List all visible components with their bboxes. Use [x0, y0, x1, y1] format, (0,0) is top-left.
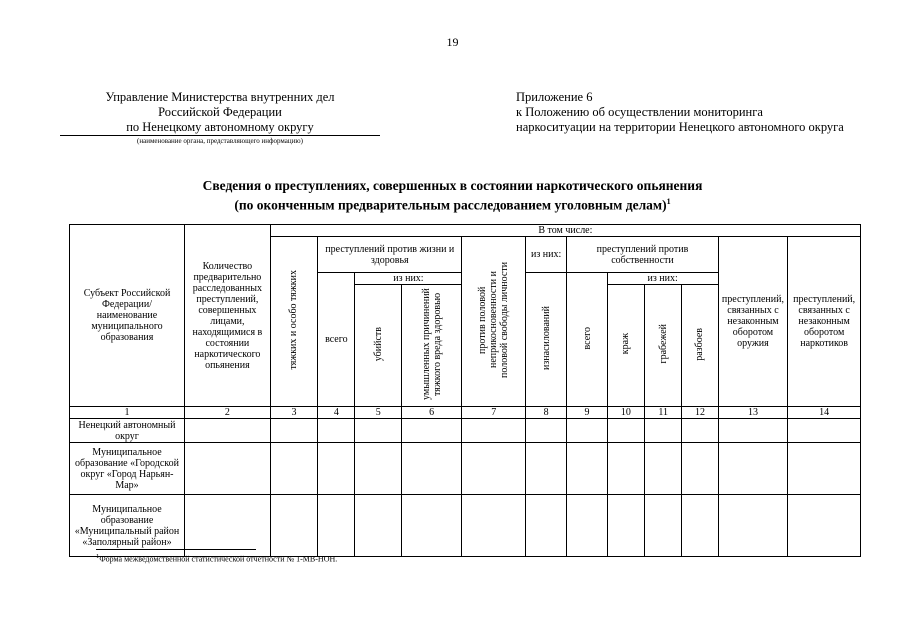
table-cell — [682, 443, 718, 495]
table-cell — [355, 443, 401, 495]
table-cell — [788, 495, 861, 557]
column-number: 1 — [70, 407, 185, 419]
header-weapons: преступлений, связанных с незаконным оборотом оружия — [718, 237, 788, 407]
header-theft: краж — [607, 285, 644, 407]
header-life-health: преступлений против жизни и здоровья — [318, 237, 462, 273]
column-number: 13 — [718, 407, 788, 419]
footnote-text: Форма межведомственной статистической отчетности № 1-МВ-НОН. — [99, 554, 338, 564]
header-rape: изнасилований — [525, 273, 566, 407]
table-row — [70, 495, 861, 557]
table-cell — [401, 495, 462, 557]
appendix-line-1: Приложение 6 — [516, 90, 593, 104]
issuing-organization — [60, 90, 380, 146]
org-line-1: Управление Министерства внутренних дел — [105, 90, 335, 104]
org-line-2: Российской Федерации — [158, 105, 282, 119]
title-footnote-mark: 1 — [666, 197, 671, 206]
table-row — [70, 419, 861, 443]
header-life-total: всего — [318, 273, 355, 407]
document-title — [0, 178, 905, 214]
appendix-line-2: к Положению об осуществлении мониторинга — [516, 105, 763, 119]
table-cell — [645, 495, 682, 557]
table-cell — [645, 419, 682, 443]
appendix-line-3: наркоситуации на территории Ненецкого автономного округа — [516, 120, 844, 134]
table-cell — [567, 419, 607, 443]
title-line-2 — [0, 194, 905, 214]
org-line-3: по Ненецкому автономному округу — [60, 120, 380, 136]
table-cell — [401, 443, 462, 495]
table-cell — [645, 443, 682, 495]
table-cell — [607, 443, 644, 495]
table-cell — [318, 419, 355, 443]
header-robbery: грабежей — [645, 285, 682, 407]
crimes-table — [69, 224, 861, 557]
table-cell — [462, 419, 526, 443]
header-sexual: против половой неприкосновенности и половой свободы личности — [462, 237, 526, 407]
header-intent-harm: умышленных причинений тяжкого вреда здоровью — [401, 285, 462, 407]
table-cell — [525, 495, 566, 557]
row-label-nao: Ненецкий автономный округ — [70, 419, 185, 443]
header-property: преступлений против собственности — [567, 237, 718, 273]
column-number: 12 — [682, 407, 718, 419]
table-cell — [718, 443, 788, 495]
table-cell — [401, 419, 462, 443]
header-property-total: всего — [567, 273, 607, 407]
table-cell — [788, 443, 861, 495]
table-cell — [525, 443, 566, 495]
table-row — [70, 443, 861, 495]
table-cell — [462, 443, 526, 495]
header-drugs: преступлений, связанных с незаконным оборотом наркотиков — [788, 237, 861, 407]
column-numbers-row — [70, 407, 861, 419]
table-cell — [718, 419, 788, 443]
header-including: В том числе: — [270, 225, 860, 237]
table-cell — [355, 495, 401, 557]
table-cell — [270, 419, 317, 443]
org-caption: (наименование органа, представляющего информацию) — [137, 137, 303, 145]
table-cell — [318, 495, 355, 557]
header-assault: разбоев — [682, 285, 718, 407]
table-cell — [185, 419, 271, 443]
row-label-naryan-mar: Муниципальное образование «Городской округ «Город Нарьян-Мар» — [70, 443, 185, 495]
column-number: 14 — [788, 407, 861, 419]
row-label-zapolyarny: Муниципальное образование «Муниципальный район «Заполярный район» — [70, 495, 185, 557]
page-number: 19 — [446, 35, 459, 49]
column-number: 2 — [185, 407, 271, 419]
title-line-2-text: (по оконченным предварительным расследованием уголовным делам) — [234, 197, 667, 213]
column-number: 4 — [318, 407, 355, 419]
header-of-them-1: из них: — [355, 273, 462, 285]
header-subject: Субъект Российской Федерации/ наименование муниципального образования — [70, 225, 185, 407]
column-number: 10 — [607, 407, 644, 419]
table-cell — [270, 443, 317, 495]
appendix-reference — [516, 90, 876, 135]
table-cell — [607, 419, 644, 443]
header-of-them-3: из них: — [607, 273, 718, 285]
table-cell — [270, 495, 317, 557]
column-number: 7 — [462, 407, 526, 419]
column-number: 8 — [525, 407, 566, 419]
table-cell — [185, 495, 271, 557]
table-cell — [567, 443, 607, 495]
column-number: 9 — [567, 407, 607, 419]
column-number: 6 — [401, 407, 462, 419]
header-murders: убийств — [355, 285, 401, 407]
column-number: 11 — [645, 407, 682, 419]
table-cell — [607, 495, 644, 557]
table-cell — [525, 419, 566, 443]
header-of-them-2: из них: — [525, 237, 566, 273]
footnote-mark: 1 — [96, 553, 100, 560]
table-cell — [682, 419, 718, 443]
table-cell — [318, 443, 355, 495]
table-cell — [462, 495, 526, 557]
table-cell — [788, 419, 861, 443]
table-cell — [682, 495, 718, 557]
title-line-1: Сведения о преступлениях, совершенных в состоянии наркотического опьянения — [202, 178, 703, 193]
column-number: 5 — [355, 407, 401, 419]
table-cell — [355, 419, 401, 443]
column-number: 3 — [270, 407, 317, 419]
table-cell — [567, 495, 607, 557]
header-grave: тяжких и особо тяжких — [270, 237, 317, 407]
table-cell — [185, 443, 271, 495]
footnote-divider — [96, 549, 256, 550]
table-cell — [718, 495, 788, 557]
header-count: Количество предварительно расследованных преступлений, совершенных лицами, находящимися в состоянии наркотического опьянения — [185, 225, 271, 407]
footnote — [96, 553, 337, 564]
